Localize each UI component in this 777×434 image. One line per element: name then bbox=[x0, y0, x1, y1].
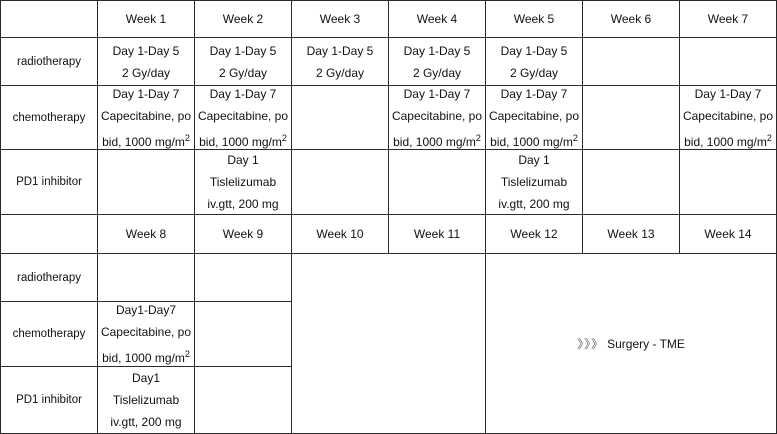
cell-line: 2 Gy/day bbox=[218, 65, 267, 80]
row-label: radiotherapy bbox=[17, 55, 81, 68]
cell-line: Day1 bbox=[131, 371, 160, 385]
week-label: Week 6 bbox=[610, 12, 652, 26]
corner-cell-top bbox=[0, 0, 98, 38]
week-label: Week 8 bbox=[125, 227, 167, 241]
week-header-bottom bbox=[194, 214, 292, 254]
schedule-cell bbox=[485, 85, 583, 150]
week-header-top bbox=[679, 0, 777, 38]
dose-unit-superscript: 2 bbox=[184, 349, 190, 359]
cell-content bbox=[110, 367, 181, 433]
row-label: PD1 inhibitor bbox=[16, 176, 82, 188]
schedule-cell bbox=[97, 301, 195, 367]
row-label-cell bbox=[0, 366, 98, 434]
week-label: Week 3 bbox=[319, 12, 361, 26]
dose-text: bid, 1000 mg/m bbox=[102, 351, 185, 365]
week-header-top bbox=[194, 0, 292, 38]
cell-content bbox=[489, 83, 579, 153]
schedule-cell bbox=[194, 253, 292, 302]
schedule-line: Day 1-Day 7 bbox=[500, 86, 568, 101]
row-label: radiotherapy bbox=[17, 271, 81, 284]
schedule-cell bbox=[194, 37, 292, 86]
cell-line: iv.gtt, 200 mg bbox=[110, 415, 182, 429]
schedule-line: Day 1-Day 7 bbox=[403, 86, 471, 101]
week-header-bottom bbox=[291, 214, 389, 254]
cell-line: Day 1 bbox=[518, 153, 550, 167]
row-label-cell bbox=[0, 37, 98, 86]
dose-text: bid, 1000 mg/m bbox=[490, 134, 573, 149]
dose-text: bid, 1000 mg/m bbox=[199, 134, 282, 149]
week-label: Week 1 bbox=[125, 12, 167, 26]
week-label: Week 4 bbox=[416, 12, 458, 26]
schedule-cell bbox=[485, 37, 583, 86]
week-header-bottom bbox=[388, 214, 486, 254]
row-label-cell bbox=[0, 301, 98, 367]
surgery-note bbox=[577, 335, 685, 352]
week-label: Week 5 bbox=[513, 12, 555, 26]
surgery-cell bbox=[485, 253, 777, 434]
week-label: Week 9 bbox=[222, 227, 264, 241]
week-header-top bbox=[582, 0, 680, 38]
cell-line: Day 1-Day 5 bbox=[500, 43, 568, 58]
cell-line: Day 1-Day 5 bbox=[306, 43, 374, 58]
week-header-top bbox=[388, 0, 486, 38]
dose-text: bid, 1000 mg/m bbox=[393, 134, 476, 149]
cell-line: Day 1 bbox=[227, 153, 259, 167]
cell-line: Day 1-Day 5 bbox=[112, 43, 180, 58]
schedule-cell bbox=[97, 253, 195, 302]
dose-unit-superscript: 2 bbox=[766, 132, 772, 143]
drug-line: Capecitabine, po bbox=[197, 108, 289, 123]
cell-line: 2 Gy/day bbox=[121, 65, 170, 80]
schedule-line: Day 1-Day 7 bbox=[209, 86, 277, 101]
week-header-bottom bbox=[97, 214, 195, 254]
cell-content bbox=[101, 83, 191, 153]
schedule-cell bbox=[291, 37, 389, 86]
week-header-bottom bbox=[485, 214, 583, 254]
week-header-top bbox=[97, 0, 195, 38]
schedule-cell bbox=[388, 37, 486, 86]
cell-content bbox=[307, 40, 374, 84]
row-label: chemotherapy bbox=[12, 111, 86, 124]
week-label: Week 14 bbox=[704, 227, 752, 241]
drug-line: Capecitabine, po bbox=[100, 108, 192, 123]
week-header-bottom bbox=[582, 214, 680, 254]
chevron-arrows-icon: 》》》 bbox=[577, 337, 605, 351]
schedule-cell bbox=[97, 37, 195, 86]
empty-merged-cell bbox=[291, 253, 486, 434]
cell-line: 2 Gy/day bbox=[315, 65, 364, 80]
cell-content bbox=[198, 83, 288, 153]
schedule-cell bbox=[582, 149, 680, 215]
drug-line: Capecitabine, po bbox=[682, 108, 774, 123]
schedule-cell bbox=[97, 85, 195, 150]
cell-line: iv.gtt, 200 mg bbox=[498, 197, 570, 211]
dose-unit-superscript: 2 bbox=[281, 132, 287, 143]
week-label: Week 12 bbox=[510, 227, 558, 241]
cell-line: Day 1-Day 5 bbox=[403, 43, 471, 58]
schedule-cell bbox=[97, 366, 195, 434]
week-label: Week 7 bbox=[707, 12, 749, 26]
schedule-cell bbox=[679, 149, 777, 215]
schedule-cell bbox=[97, 149, 195, 215]
schedule-line: Day 1-Day 7 bbox=[694, 86, 762, 101]
week-header-top bbox=[485, 0, 583, 38]
row-label-cell bbox=[0, 85, 98, 150]
cell-content bbox=[392, 83, 482, 153]
schedule-cell bbox=[679, 37, 777, 86]
surgery-label: Surgery - TME bbox=[607, 337, 685, 351]
row-label: PD1 inhibitor bbox=[16, 394, 82, 406]
cell-content bbox=[498, 149, 569, 215]
schedule-cell bbox=[679, 85, 777, 150]
schedule-cell bbox=[388, 85, 486, 150]
cell-line: Tislelizumab bbox=[112, 393, 180, 407]
schedule-cell bbox=[582, 37, 680, 86]
cell-line: Tislelizumab bbox=[209, 175, 277, 189]
cell-content bbox=[207, 149, 278, 215]
schedule-cell bbox=[194, 366, 292, 434]
week-label: Week 11 bbox=[413, 227, 461, 241]
schedule-cell bbox=[194, 149, 292, 215]
schedule-cell bbox=[388, 149, 486, 215]
dose-unit-superscript: 2 bbox=[475, 132, 481, 143]
schedule-cell bbox=[291, 149, 389, 215]
cell-line: iv.gtt, 200 mg bbox=[207, 197, 279, 211]
cell-line: 2 Gy/day bbox=[509, 65, 558, 80]
cell-content bbox=[404, 40, 471, 84]
schedule-line: Day1-Day7 bbox=[115, 303, 176, 317]
cell-line: 2 Gy/day bbox=[412, 65, 461, 80]
schedule-cell bbox=[291, 85, 389, 150]
dose-unit-superscript: 2 bbox=[184, 132, 190, 143]
cell-content bbox=[501, 40, 568, 84]
week-label: Week 2 bbox=[222, 12, 264, 26]
schedule-cell bbox=[485, 149, 583, 215]
drug-line: Capecitabine, po bbox=[100, 325, 192, 339]
corner-cell-bottom bbox=[0, 214, 98, 254]
cell-content bbox=[101, 299, 191, 369]
dose-unit-superscript: 2 bbox=[572, 132, 578, 143]
cell-content bbox=[683, 83, 773, 153]
cell-line: Tislelizumab bbox=[500, 175, 568, 189]
row-label: chemotherapy bbox=[12, 328, 86, 340]
dose-text: bid, 1000 mg/m bbox=[102, 134, 185, 149]
drug-line: Capecitabine, po bbox=[391, 108, 483, 123]
drug-line: Capecitabine, po bbox=[488, 108, 580, 123]
schedule-cell bbox=[582, 85, 680, 150]
cell-line: Day 1-Day 5 bbox=[209, 43, 277, 58]
week-label: Week 10 bbox=[316, 227, 364, 241]
row-label-cell bbox=[0, 149, 98, 215]
schedule-cell bbox=[194, 85, 292, 150]
dose-text: bid, 1000 mg/m bbox=[684, 134, 767, 149]
week-header-bottom bbox=[679, 214, 777, 254]
cell-content bbox=[113, 40, 180, 84]
cell-content bbox=[210, 40, 277, 84]
week-header-top bbox=[291, 0, 389, 38]
schedule-cell bbox=[194, 301, 292, 367]
week-label: Week 13 bbox=[607, 227, 655, 241]
row-label-cell bbox=[0, 253, 98, 302]
schedule-line: Day 1-Day 7 bbox=[112, 86, 180, 101]
